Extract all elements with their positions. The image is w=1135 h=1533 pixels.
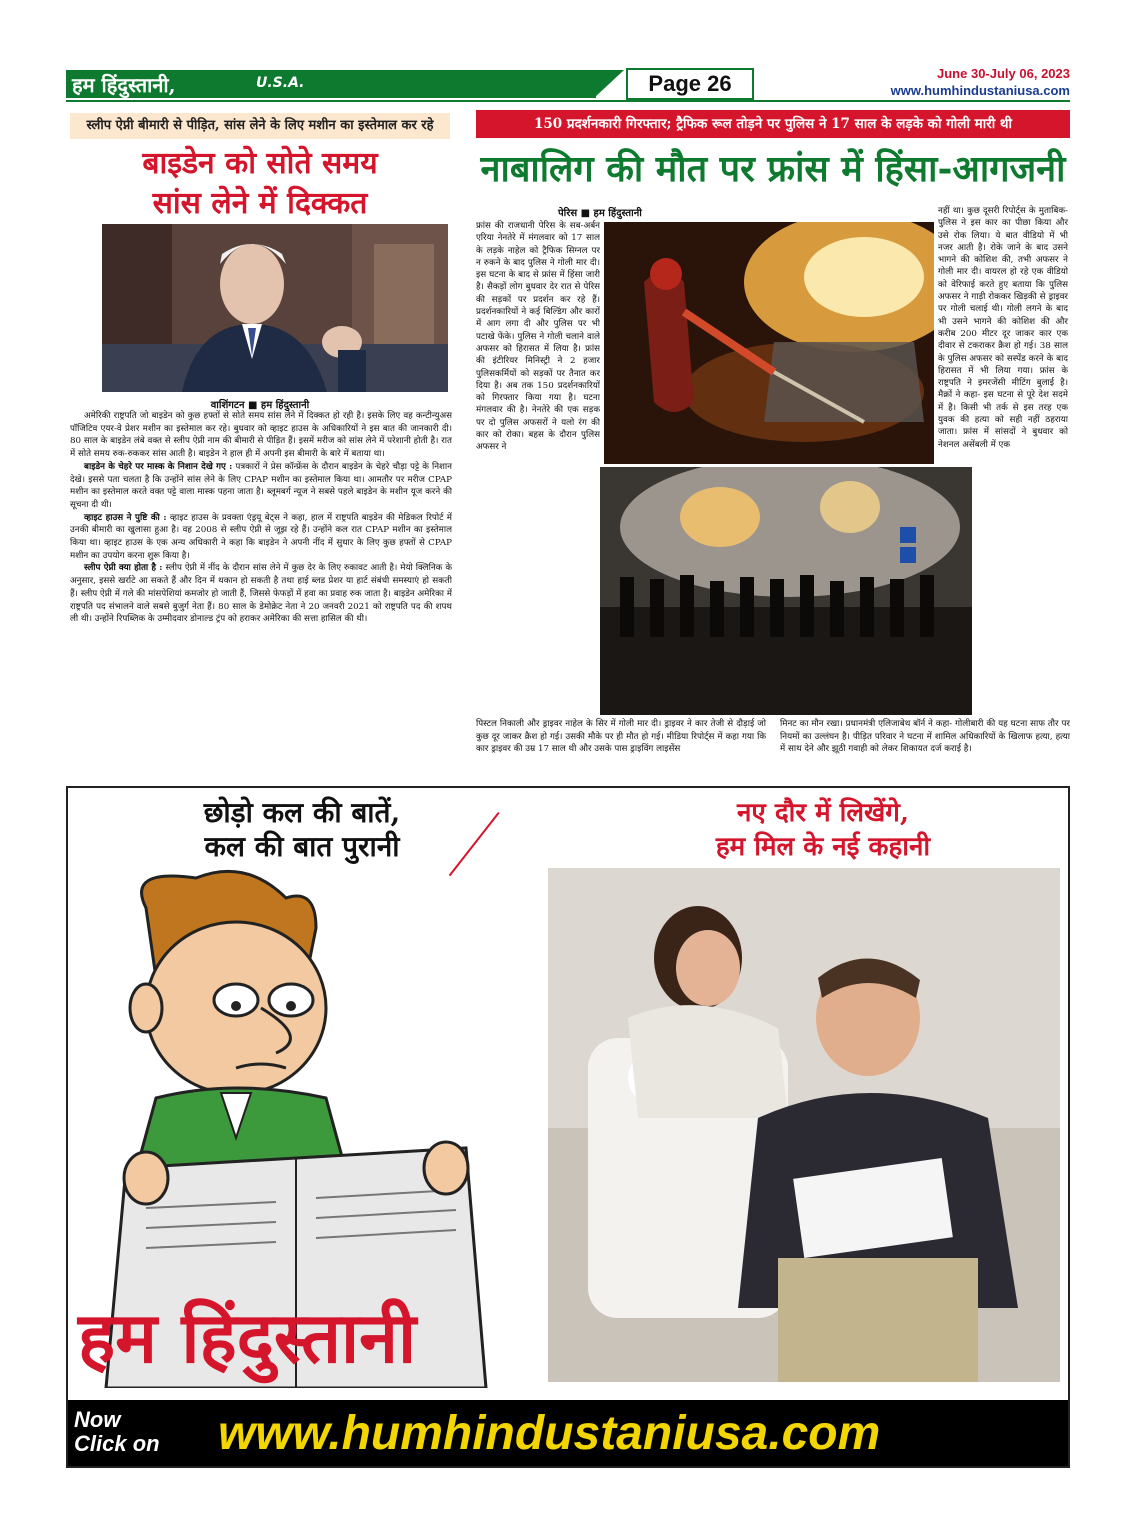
ad-left-slogan — [122, 796, 482, 864]
ad-right-slogan — [608, 796, 1038, 864]
masthead — [66, 66, 1070, 102]
right-article-column-1: फ्रांस की राजधानी पेरिस के सब-अर्बन एरिया नेनतेरे में मंगलवार को 17 साल के लड़के नाहेल को ट्रैफिक सिग्नल पर न रुकने के बाद पुलिस ने गोली मार दी। इस घटना के बाद से फ्रांस में हिंसा जारी है। सैकड़ों लोग बुधवार देर रात से पेरिस की सड़कों पर प्रदर्शन कर रहे हैं। प्रदर्शनकारियों ने कई बिल्डिंग और कारों में आग लगा दी और पुलिस पर भी पटाखे फेंके। पुलिस ने गोली चलाने वाले अफसर को हिरासत में लिया है। फ्रांस की इंटीरियर मिनिस्ट्री ने 2 हजार पुलिसकर्मियों को सड़कों पर तैनात कर दिया है। अब तक 150 प्रदर्शनकारियों को गिरफ्तार किया गया है। घटना मंगलवार की है। नेनतेरे की एक सड़क पर दो पुलिस अफसरों ने यलो रंग की कार को रोका। बहस के दौरान पुलिस अफसर ने — [476, 221, 600, 453]
ad-brand-logo: हम हिंदुस्तानी — [78, 1296, 417, 1379]
ad-right-slogan-line2: हम मिल के नई कहानी — [715, 832, 931, 862]
ad-cta-label — [74, 1408, 160, 1456]
left-paragraph — [70, 512, 452, 563]
masthead-slant — [594, 70, 624, 98]
couple-illustration — [548, 868, 1060, 1382]
right-article-headline: नाबालिग की मौत पर फ्रांस में हिंसा-आगजनी — [480, 148, 1066, 190]
riot-illustration — [600, 467, 972, 715]
issue-date: June 30-July 06, 2023 — [937, 66, 1070, 81]
right-article-bottom-right: मिनट का मौन रखा। प्रधानमंत्री एलिजाबेथ बॉर्न ने कहा- गोलीबारी की यह घटना साफ तौर पर नियमों का उल्लंघन है। पीड़ित परिवार ने घटना में शामिल अधिकारियों के खिलाफ हत्या, हत्या में साथ देने और झूठी गवाही को लेकर शिकायत दर्ज कराई है। — [780, 719, 1070, 755]
biden-photo — [102, 224, 448, 392]
left-paragraph: अमेरिकी राष्ट्रपति जो बाइडेन को कुछ हफ्तों से सोते समय सांस लेने में दिक्कत हो रही है। इसके लिए वह कन्टीन्युअस पॉजिटिव एयर-वे प्रेशर मशीन का इस्तेमाल कर रहे। बुधवार को व्हाइट हाउस के अधिकारियों ने इस बात की जानकारी दी। 80 साल के बाइडेन लंबे वक्त से स्लीप ऐप्नी नाम की बीमारी से पीड़ित हैं। इसमें मरीज को सांस लेने में परेशानी होती है। रात में सोते समय रुक-रुककर सांस आती है। बाइडेन ने हाल ही में अपनी इस बीमारी के बारे में बताया था। — [70, 411, 452, 460]
firefighter-photo — [604, 222, 934, 464]
ad-left-slogan-line2: कल की बात पुरानी — [204, 830, 400, 863]
masthead-rule — [66, 100, 1070, 102]
masthead-website-link[interactable]: www.humhindustaniusa.com — [890, 83, 1070, 98]
newspaper-country: U.S.A. — [256, 75, 305, 91]
left-subhead: बाइडेन के चेहरे पर मास्क के निशान देखे गए : — [84, 461, 233, 472]
ad-website-link[interactable]: www.humhindustaniusa.com — [218, 1407, 881, 1460]
left-subhead: स्लीप ऐप्नी क्या होता है : — [84, 563, 163, 574]
left-paragraph-text: पत्रकारों ने प्रेस कॉन्फ्रेंस के दौरान बाइडेन के चेहरे चौड़ा पट्टे के निशान देखे। इससे पता चलता है कि उन्होंने सांस लेने के लिए CPAP मशीन का इस्तेमाल किया था। आमतौर पर मरीज CPAP मशीन का इस्तेमाल करते वक्त पट्टे वाला मास्क पहना जाता है। ब्लूमबर्ग न्यूज ने सबसे पहले बाइडेन के मशीन यूज करने की सूचना दी थी। — [70, 461, 452, 510]
left-paragraph — [70, 562, 452, 626]
right-article-bottom-left: पिस्टल निकाली और ड्राइवर नाहेल के सिर में गोली मार दी। ड्राइवर ने कार तेजी से दौड़ाई जो कुछ दूर जाकर क्रैश हो गई। उसकी मौके पर ही मौत हो गई। मीडिया रिपोर्ट्स में कहा गया कि कार ड्राइवर की उम्र 17 साल थी और उसके पास ड्राइविंग लाइसेंस — [476, 719, 766, 755]
left-article-kicker: स्लीप ऐप्नी बीमारी से पीड़ित, सांस लेने के लिए मशीन का इस्तेमाल कर रहे — [70, 113, 450, 139]
advertisement — [66, 786, 1070, 1468]
left-paragraph-text: व्हाइट हाउस के प्रवक्ता एंड्रयू बेट्स ने कहा, हाल में राष्ट्रपति बाइडेन की मेडिकल रिपोर्ट में उनकी बीमारी का खुलासा हुआ है। वह 2008 से स्लीप ऐप्नी से जूझ रहे हैं। उन्होंने कल रात CPAP मशीन का इस्तेमाल किया था। व्हाइट हाउस के एक अन्य अधिकारी ने कहा कि बाइडेन ने अपनी नींद में सुधार के लिए कुछ हफ्तों से CPAP मशीन का उपयोग करना शुरू किया है। — [70, 512, 452, 561]
left-paragraph-text: स्लीप ऐप्नी में नींद के दौरान सांस लेने में कुछ देर के लिए रुकावट आती है। मेयो क्लिनिक के अनुसार, इससे खर्राटे आ सकते हैं और दिन में थकान हो सकती है तथा हाई ब्लड प्रेशर या हार्ट संबंधी समस्याएं हो सकती हैं। स्लीप ऐप्नी में गले की मांसपेशियां कमजोर हो जाती हैं, जिससे फेफड़ों में हवा का प्रवाह रुक जाता है। बाइडेन अमेरिका में राष्ट्रपति पद संभालने वाले सबसे बुजुर्ग नेता हैं। 80 साल के डेमोक्रेट नेता ने 20 जनवरी 2021 को राष्ट्रपति पद की शपथ ली थी। उन्होंने रिपब्लिक के उम्मीदवार डोनाल्ड ट्रंप को हराकर अमेरिका की सत्ता हासिल की थी। — [70, 563, 452, 625]
left-headline-line2: सांस लेने में दिक्कत — [152, 186, 368, 221]
ad-left-slogan-line1: छोड़ो कल की बातें, — [203, 796, 401, 829]
ad-right-slogan-line1: नए दौर में लिखेंगे, — [736, 798, 909, 828]
right-article-kicker: 150 प्रदर्शनकारी गिरफ्तार; ट्रैफिक रूल तोड़ने पर पुलिस ने 17 साल के लड़के को गोली मारी थी — [476, 110, 1070, 138]
ad-cta-line1: Now — [74, 1407, 121, 1432]
page-number: Page 26 — [626, 68, 754, 100]
left-headline-line1: बाइडेन को सोते समय — [142, 146, 378, 181]
left-article-byline: वाशिंगटन ■ हम हिंदुस्तानी — [210, 400, 310, 411]
fire-illustration — [604, 222, 934, 464]
right-article-bottom — [476, 718, 1070, 780]
left-article-body — [70, 410, 452, 780]
riot-police-photo — [600, 467, 972, 715]
left-subhead: व्हाइट हाउस ने पुष्टि की : — [84, 512, 167, 523]
ad-cta-bar — [68, 1400, 1068, 1466]
biden-illustration — [102, 224, 448, 392]
right-article-byline: पेरिस ■ हम हिंदुस्तानी — [558, 208, 642, 219]
right-article-column-2: नहीं था। कुछ दूसरी रिपोर्ट्स के मुताबिक- पुलिस ने इस कार का पीछा किया और उसे रोक लिया। ये बात वीडियो में भी नजर आती है। रोके जाने के बाद उसने भागने की कोशिश की, तभी अफसर ने गोली मार दी। वायरल हो रहे एक वीडियो को वेरिफाई करते हुए बताया कि पुलिस अफसर ने गाड़ी रोककर खिड़की से ड्राइवर पर गोली चलाई थी। गोली लगने के बाद भी उसने भागने की कोशिश की और करीब 200 मीटर दूर जाकर कार एक दीवार से टकराकर क्रैश हो गई। 38 साल के पुलिस अफसर को सस्पेंड करने के बाद हिरासत में भी लिया गया। फ्रांस के राष्ट्रपति ने इमरजेंसी मीटिंग बुलाई है। मैक्रों ने कहा- इस घटना से पूरे देश सदमे में है। किसी भी तर्क से इस तरह एक युवक की हत्या को सही नहीं ठहराया जाता। फ्रांस में सांसदों ने बुधवार को नेशनल असेंबली में एक — [938, 206, 1068, 450]
ad-cta-line2: Click on — [74, 1431, 160, 1456]
couple-photo — [548, 868, 1060, 1382]
left-article-headline — [70, 144, 450, 224]
newspaper-title: हम हिंदुस्तानी, — [72, 73, 176, 97]
left-paragraph — [70, 461, 452, 512]
